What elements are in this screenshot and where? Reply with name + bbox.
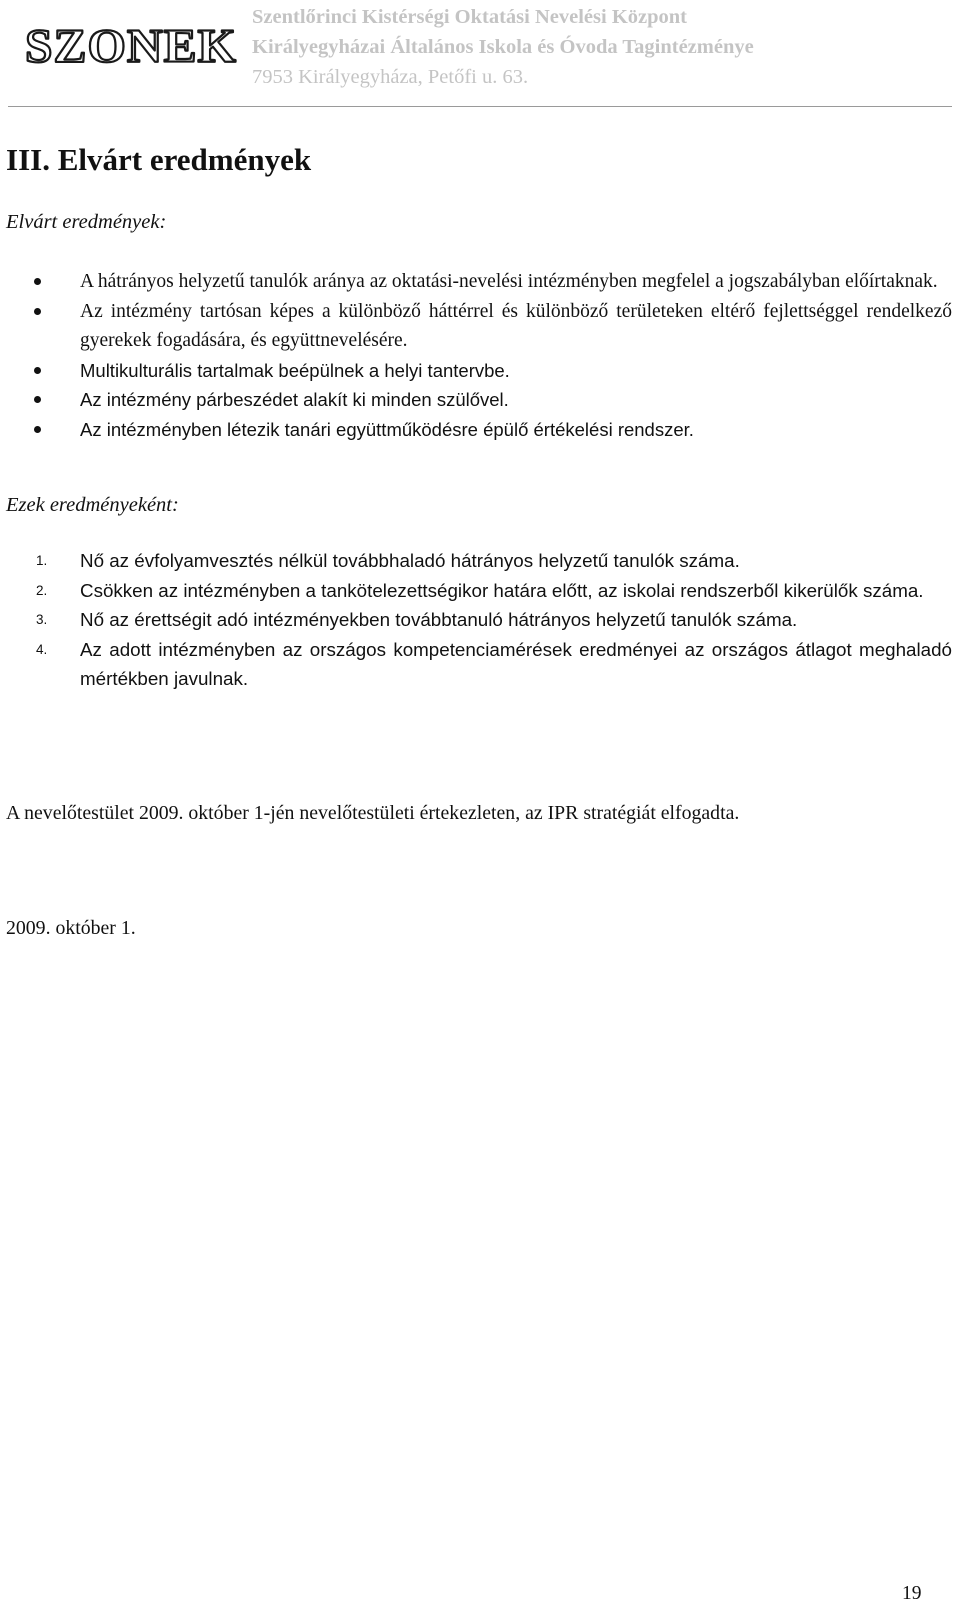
bullet-icon [34, 396, 41, 403]
page-number: 19 [902, 1583, 922, 1604]
org-name: Szentlőrinci Kistérségi Oktatási Nevelési Központ [252, 6, 687, 28]
list-item-text: A hátrányos helyzetű tanulók aránya az oktatási-nevelési intézményben megfelel a jogszabályban előírtaknak. [80, 271, 938, 292]
expected-results-list [0, 267, 952, 444]
list-item-text: Az intézmény párbeszédet alakít ki minden szülővel. [80, 389, 509, 410]
list-item-text: Az intézmény tartósan képes a különböző háttérrel és különböző területeken eltérő fejlettséggel rendelkező gyerekek fogadására, és együttnevelésére. [80, 300, 952, 351]
org-subunit: Királyegyházai Általános Iskola és Óvoda Tagintézménye [252, 36, 754, 58]
numbered-item [0, 546, 952, 576]
results-heading: Ezek eredményeként: [6, 494, 179, 516]
item-number: 2. [36, 582, 48, 598]
page-header [0, 0, 960, 112]
item-number: 3. [36, 612, 48, 627]
list-item-text: Multikulturális tartalmak beépülnek a helyi tantervbe. [80, 359, 510, 381]
organization-block [252, 2, 754, 92]
numbered-item-text: Csökken az intézményben a tankötelezettségikor határa előtt, az iskolai rendszerből kikerülők száma. [80, 579, 924, 601]
bullet-icon [34, 367, 41, 374]
list-item-text: Az intézményben létezik tanári együttműködésre épülő értékelési rendszer. [80, 418, 694, 440]
list-item [0, 297, 952, 356]
szonek-logo [18, 10, 244, 80]
document-date: 2009. október 1. [6, 917, 136, 939]
list-item [0, 267, 952, 297]
header-divider [8, 106, 952, 107]
numbered-item-text: Nő az évfolyamvesztés nélkül továbbhaladó hátrányos helyzetű tanulók száma. [80, 550, 740, 571]
numbered-item-text: Nő az érettségit adó intézményekben továbbtanuló hátrányos helyzetű tanulók száma. [80, 609, 798, 630]
numbered-item [0, 605, 952, 635]
adoption-statement: A nevelőtestület 2009. október 1-jén nevelőtestületi értekezleten, az IPR stratégiát elfogadta. [6, 802, 740, 824]
bullet-icon [34, 278, 41, 285]
expected-results-heading: Elvárt eredmények: [6, 211, 167, 233]
item-number: 1. [36, 553, 48, 568]
org-address: 7953 Királyegyháza, Petőfi u. 63. [252, 66, 529, 88]
item-number: 4. [36, 641, 48, 657]
section-title: III. Elvárt eredmények [6, 142, 312, 177]
numbered-item [0, 635, 952, 694]
list-item [0, 385, 952, 415]
bullet-icon [34, 308, 41, 315]
results-list [0, 546, 952, 694]
list-item [0, 415, 952, 445]
numbered-item [0, 576, 952, 606]
bullet-icon [34, 426, 41, 433]
list-item [0, 356, 952, 386]
numbered-item-text: Az adott intézményben az országos kompetenciamérések eredményei az országos átlagot meghaladó mértékben javulnak. [80, 638, 952, 689]
svg-text:SZONEK: SZONEK [25, 20, 237, 73]
